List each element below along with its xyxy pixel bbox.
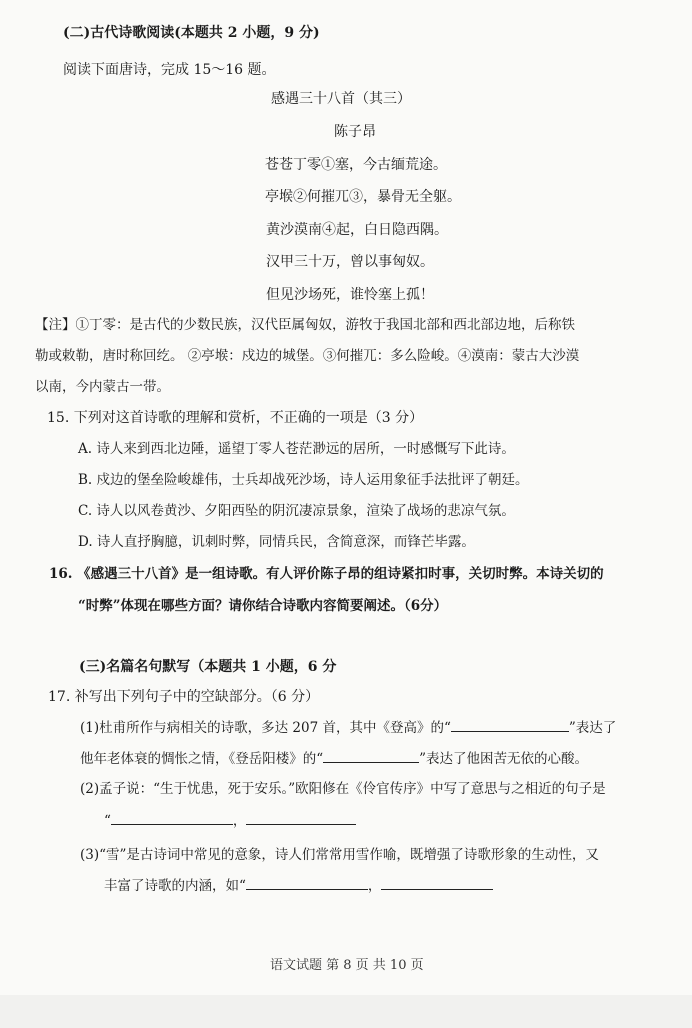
answer-blank[interactable] [111,811,233,825]
poem-line: 汉甲三十万，曾以事匈奴。 [266,254,434,270]
annotation-note: 以南，今内蒙古一带。 [35,379,170,395]
question-15-option-b: B. 戍边的堡垒险峻雄伟，士兵却战死沙场，诗人运用象征手法批评了朝廷。 [78,472,529,488]
question-17-part-2-cont [104,811,356,830]
comma: ， [367,878,382,894]
answer-blank[interactable] [323,749,419,763]
question-17-part-3: (3)“雪”是古诗词中常见的意象，诗人们常常用雪作喻，既增强了诗歌形象的生动性，又 [80,847,599,863]
answer-blank[interactable] [381,876,493,890]
question-15-stem: 15. 下列对这首诗歌的理解和赏析，不正确的一项是（3 分） [47,410,424,426]
question-17-stem: 17. 补写出下列句子中的空缺部分。（6 分） [48,689,320,705]
question-15-option-a: A. 诗人来到西北边陲，遥望丁零人苍茫渺远的居所，一时感慨写下此诗。 [78,441,515,457]
quote-mark: “ [104,813,111,829]
comma: ， [232,813,247,829]
annotation-note: 【注】①丁零：是古代的少数民族，汉代臣属匈奴，游牧于我国北部和西北部边地，后称铁 [35,317,575,333]
page-edge [0,995,692,1028]
poem-line: 亭堠②何摧兀③，暴骨无全躯。 [265,189,461,205]
section-heading-poetry: (二)古代诗歌阅读(本题共 2 小题，9 分) [63,25,320,41]
section-heading-recitation: (三)名篇名句默写（本题共 1 小题，6 分 [79,659,337,675]
page-footer: 语文试题 第 8 页 共 10 页 [270,958,424,973]
reading-instruction: 阅读下面唐诗，完成 15～16 题。 [63,62,276,78]
poem-line: 黄沙漠南④起，白日隐西隅。 [266,222,448,238]
question-16-stem: 16. 《感遇三十八首》是一组诗歌。有人评价陈子昂的组诗紧扣时事，关切时弊。本诗关切的 [49,566,604,582]
answer-blank[interactable] [451,718,569,732]
annotation-note: 勒或敕勒，唐时称回纥。 ②亭堠：戍边的城堡。③何摧兀：多么险峻。④漠南：蒙古大沙漠 [35,348,580,364]
poem-line: 苍苍丁零①塞，今古缅荒途。 [265,157,447,173]
question-17-part-3-cont [104,876,493,895]
question-15-option-d: D. 诗人直抒胸臆，讥刺时弊，同情兵民，含简意深，而锋芒毕露。 [78,534,475,550]
question-17-part-1-text: 他年老体衰的惆怅之情，《登岳阳楼》的“ [80,751,324,767]
question-17-part-1-text: ”表达了他困苦无依的心酸。 [419,751,589,767]
question-15-option-c: C. 诗人以风卷黄沙、夕阳西坠的阴沉凄凉景象，渲染了战场的悲凉气氛。 [78,503,515,519]
question-17-part-1 [80,718,616,737]
poem-title: 感遇三十八首（其三） [271,91,411,107]
answer-blank[interactable] [246,876,368,890]
question-17-part-1-text: (1)杜甫所作与病相关的诗歌，多达 207 首，其中《登高》的“ [80,720,451,736]
question-17-part-2: (2)孟子说：“生于忧患，死于安乐。”欧阳修在《伶官传序》中写了意思与之相近的句子是 [80,781,606,797]
question-16-stem-cont: “时弊”体现在哪些方面？请你结合诗歌内容简要阐述。（6分） [78,598,448,614]
poem-author: 陈子昂 [334,124,376,140]
question-17-part-3-text: 丰富了诗歌的内涵，如“ [104,878,246,894]
answer-blank[interactable] [246,811,356,825]
question-17-part-1-cont [80,749,588,768]
poem-line: 但见沙场死，谁怜塞上孤！ [266,287,434,303]
question-17-part-1-text: ”表达了 [568,720,617,736]
